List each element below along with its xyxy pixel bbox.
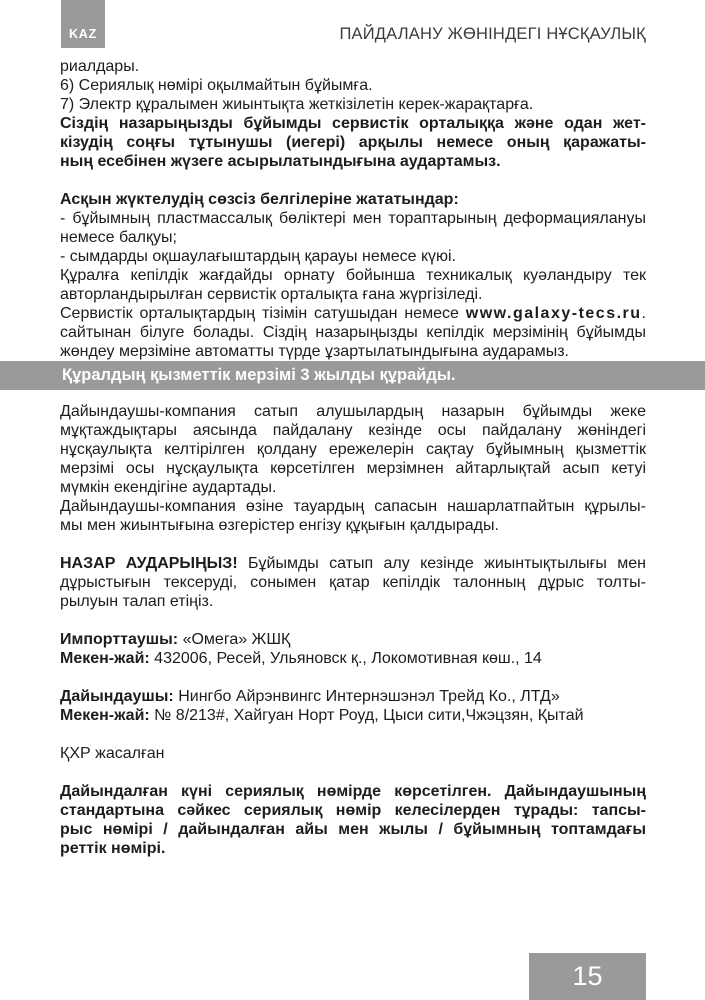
importer-address-label: Мекен-жай: — [60, 650, 150, 667]
service-centers-prefix: Сервистік орталықтардың тізімін сатушыдан немесе — [60, 305, 466, 322]
importer-value: «Омега» ЖШҚ — [178, 631, 291, 648]
text-line: рыс нөмірі / дайындалған айы мен жылы / бұйымның топтамдағы — [60, 821, 646, 838]
text-line: риалдары. — [60, 58, 140, 75]
warranty-paragraph — [60, 266, 646, 304]
service-centers-line — [60, 304, 646, 323]
serial-number-paragraph — [60, 782, 646, 858]
attention-first-line — [60, 554, 646, 573]
text-line: - сымдарды оқшаулағыштардың қарауы немесе күюі. — [60, 248, 456, 265]
service-url[interactable]: www.galaxy-tecs.ru — [465, 305, 642, 322]
manufacturer-label: Дайындаушы: — [60, 688, 174, 705]
text-line: 6) Сериялық нөмірі оқылмайтын бұйымға. — [60, 77, 373, 94]
text-line: мы мен жиынтығына өзгерістер енгізу құқығын қалдырады. — [60, 517, 499, 534]
service-centers-paragraph — [60, 304, 646, 323]
page-number: 15 — [572, 961, 603, 991]
text-line: рылуын талап етіңіз. — [60, 593, 214, 610]
text-block-upper — [0, 57, 705, 361]
manufacturer-address-label: Мекен-жай: — [60, 707, 150, 724]
language-badge — [61, 0, 105, 48]
overload-heading-line: Асқын жүктелудің сөзсіз белгілеріне жататындар: — [60, 191, 459, 208]
service-notice-paragraph — [60, 114, 646, 171]
text-line: мұқтаждықтары аясында пайдалану кезінде осы пайдалану жөніндегі — [60, 422, 646, 439]
overload-item-2 — [60, 247, 646, 266]
text-line: реттік нөмірі. — [60, 840, 166, 857]
attention-rest-lines — [60, 573, 646, 611]
text-block-lower — [0, 402, 705, 858]
service-life-banner — [0, 361, 705, 390]
attention-first-line-rest: Бұйымды сатып алу кезінде жиынтықтылығы мен — [237, 555, 646, 572]
manufacturer-block — [60, 687, 646, 725]
text-line: ның есебінен жүзеге асырылатындығына аудартамыз. — [60, 153, 501, 170]
attention-paragraph — [60, 554, 646, 611]
manufacturer-line — [60, 687, 646, 706]
text-line: Сіздің назарыңызды бұйымды сервистік орталыққа және одан жет- — [60, 115, 646, 132]
text-line: стандартына сәйкес сериялық нөмір келесілерден тұрады: тапсы- — [60, 802, 646, 819]
language-badge-label: KAZ — [68, 27, 98, 41]
text-line: - бұйымның пластмассалық бөліктері мен тораптарының деформациялануы — [60, 210, 646, 227]
text-line: мүмкін екендігіне аудартады. — [60, 479, 277, 496]
overload-heading — [60, 190, 646, 209]
manufacturer-address-line — [60, 706, 646, 725]
text-line: авторландырылған сервистік орталықта ғана жүргізіледі. — [60, 286, 483, 303]
manufacturer-address-value: № 8/213#, Хайгуан Норт Роуд, Цыси сити,Чжэцзян, Қытай — [149, 707, 584, 724]
page-number-box — [529, 953, 646, 1000]
importer-line — [60, 630, 646, 649]
text-line: сайтынан білуге болады. Сіздің назарыңызды кепілдік мерзімінің бұйымды — [60, 324, 646, 341]
text-line: Құралға кепілдік жағдайды орнату бойынша техникалық куәландыру тек — [60, 267, 646, 284]
manufacturer-value: Нингбо Айрэнвингс Интернэшэнэл Трейд Ко., ЛТД» — [173, 688, 560, 705]
made-in-block — [60, 744, 646, 763]
importer-address-line — [60, 649, 646, 668]
text-line: Дайындаушы-компания өзіне тауардың сапасын нашарлатпайтын құрылы- — [60, 498, 646, 515]
service-paragraph-rest — [60, 323, 646, 361]
importer-address-value: 432006, Ресей, Ульяновск қ., Локомотивная көш., 14 — [149, 650, 542, 667]
header-title: ПАЙДАЛАНУ ЖӨНІНДЕГІ НҰСҚАУЛЫҚ — [339, 25, 646, 43]
service-centers-suffix: . — [641, 305, 646, 322]
text-line: кізудің соңғы тұтынушы (иегері) арқылы немесе оның қаражаты- — [60, 134, 646, 151]
text-line: Дайындалған күні сериялық нөмірде көрсетілген. Дайындаушының — [60, 783, 646, 800]
attention-label: НАЗАР АУДАРЫҢЫЗ! — [60, 555, 238, 572]
made-in-line: ҚХР жасалған — [60, 745, 165, 762]
importer-label: Импорттаушы: — [60, 631, 179, 648]
text-line: мерзімі осы нұсқаулықта көрсетілген мерзімнен айтарлықтай асып кетуі — [60, 460, 646, 477]
manufacturer-note-paragraph — [60, 402, 646, 535]
intro-paragraph — [60, 57, 646, 114]
text-line: жөндеу мерзіміне автоматты түрде ұзартылатындығына аударамыз. — [60, 343, 569, 360]
service-life-banner-label: Құралдың қызметтік мерзімі 3 жылды құрайды. — [62, 366, 456, 384]
text-line: немесе балқуы; — [60, 229, 177, 246]
text-line: дұрыстығын тексеруді, сонымен қатар кепілдік талонның дұрыс толты- — [60, 574, 646, 591]
importer-block — [60, 630, 646, 668]
text-line: 7) Электр құралымен жиынтықта жеткізілетін керек-жарақтарға. — [60, 96, 534, 113]
page-content — [0, 57, 705, 858]
overload-item-1 — [60, 209, 646, 247]
text-line: нұсқаулықта келтірілген қолдану ережелерін сақтау бұйымның қызметтік — [60, 441, 646, 458]
text-line: Дайындаушы-компания сатып алушылардың назарын бұйымды жеке — [60, 403, 646, 420]
